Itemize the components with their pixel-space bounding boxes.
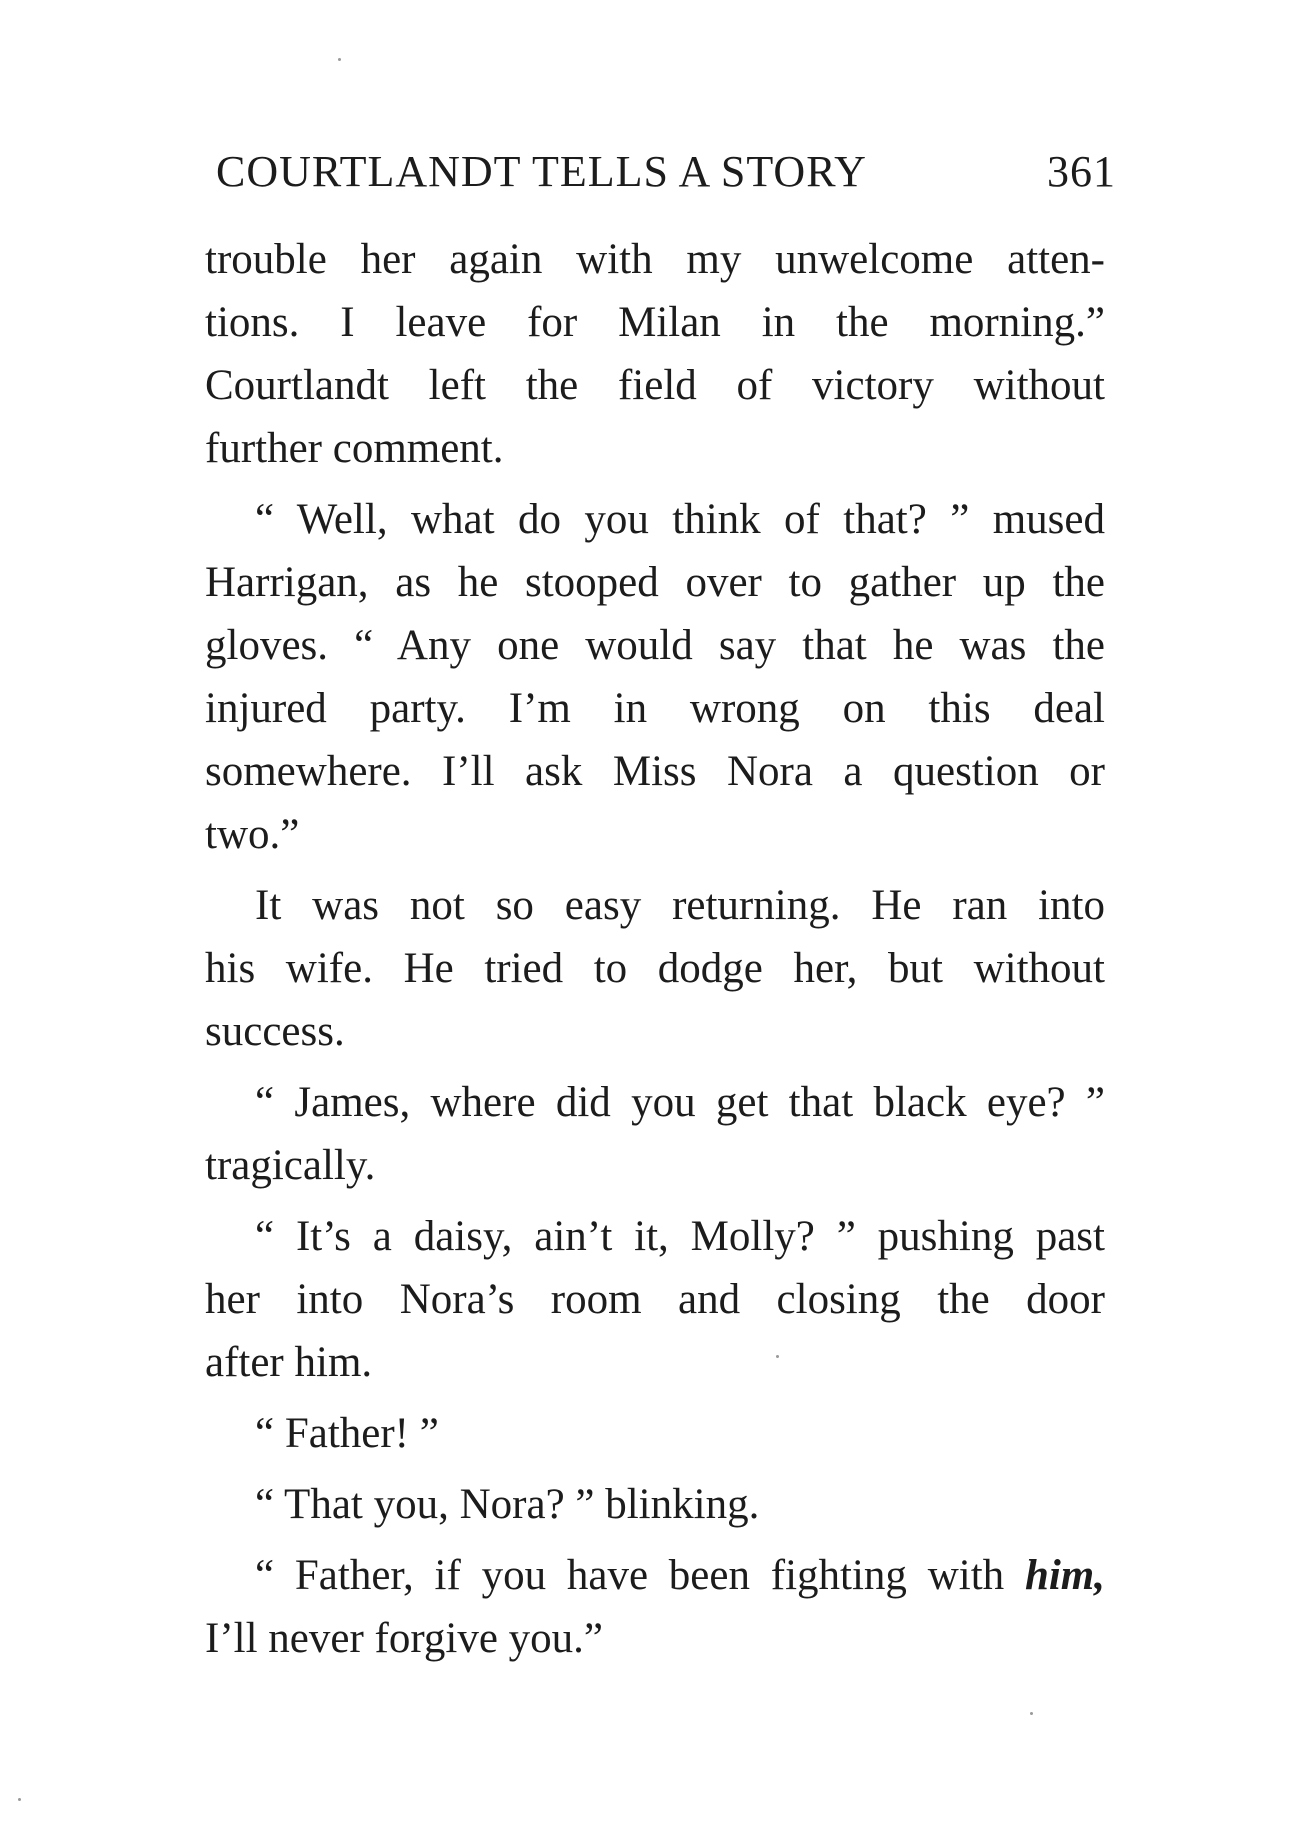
- text-line: “ It’s a daisy, ain’t it, Molly? ” pushing past: [255, 1213, 1105, 1260]
- text-line: injured party. I’m in wrong on this deal: [205, 685, 1105, 732]
- text-line: her into Nora’s room and closing the door: [205, 1276, 1105, 1323]
- chapter-title: COURTLANDT TELLS A STORY: [216, 147, 867, 196]
- text-line: Courtlandt left the field of victory without: [205, 362, 1105, 409]
- paper-speck: [776, 1355, 779, 1358]
- text-line: It was not so easy returning. He ran into: [255, 882, 1105, 929]
- text-line: two.”: [205, 811, 300, 858]
- paper-speck: [338, 58, 341, 61]
- text-line: tragically.: [205, 1142, 376, 1189]
- text-line: after him.: [205, 1339, 373, 1386]
- page-number: 361: [1047, 147, 1116, 196]
- text-line: tions. I leave for Milan in the morning.”: [205, 299, 1105, 346]
- text-line: “ James, where did you get that black eye? ”: [255, 1079, 1105, 1126]
- emphasized-word: him,: [1024, 1552, 1105, 1599]
- text-line-part: “ Father, if you have been fighting with: [255, 1552, 1025, 1599]
- text-line: success.: [205, 1008, 345, 1055]
- text-line: Harrigan, as he stooped over to gather up the: [205, 559, 1105, 606]
- text-line: “ Well, what do you think of that? ” mused: [255, 496, 1105, 543]
- text-line: trouble her again with my unwelcome atten-: [205, 236, 1105, 283]
- text-line: I’ll never forgive you.”: [205, 1615, 604, 1662]
- text-line: [255, 1544, 1105, 1608]
- text-line: somewhere. I’ll ask Miss Nora a question or: [205, 748, 1105, 795]
- paper-speck: [18, 1798, 21, 1801]
- text-line: his wife. He tried to dodge her, but without: [205, 945, 1105, 992]
- text-line: “ That you, Nora? ” blinking.: [255, 1481, 760, 1528]
- text-line: further comment.: [205, 425, 504, 472]
- text-line: gloves. “ Any one would say that he was the: [205, 622, 1105, 669]
- paper-speck: [1030, 1712, 1033, 1715]
- text-line: “ Father! ”: [255, 1410, 439, 1457]
- running-head: [216, 142, 1116, 202]
